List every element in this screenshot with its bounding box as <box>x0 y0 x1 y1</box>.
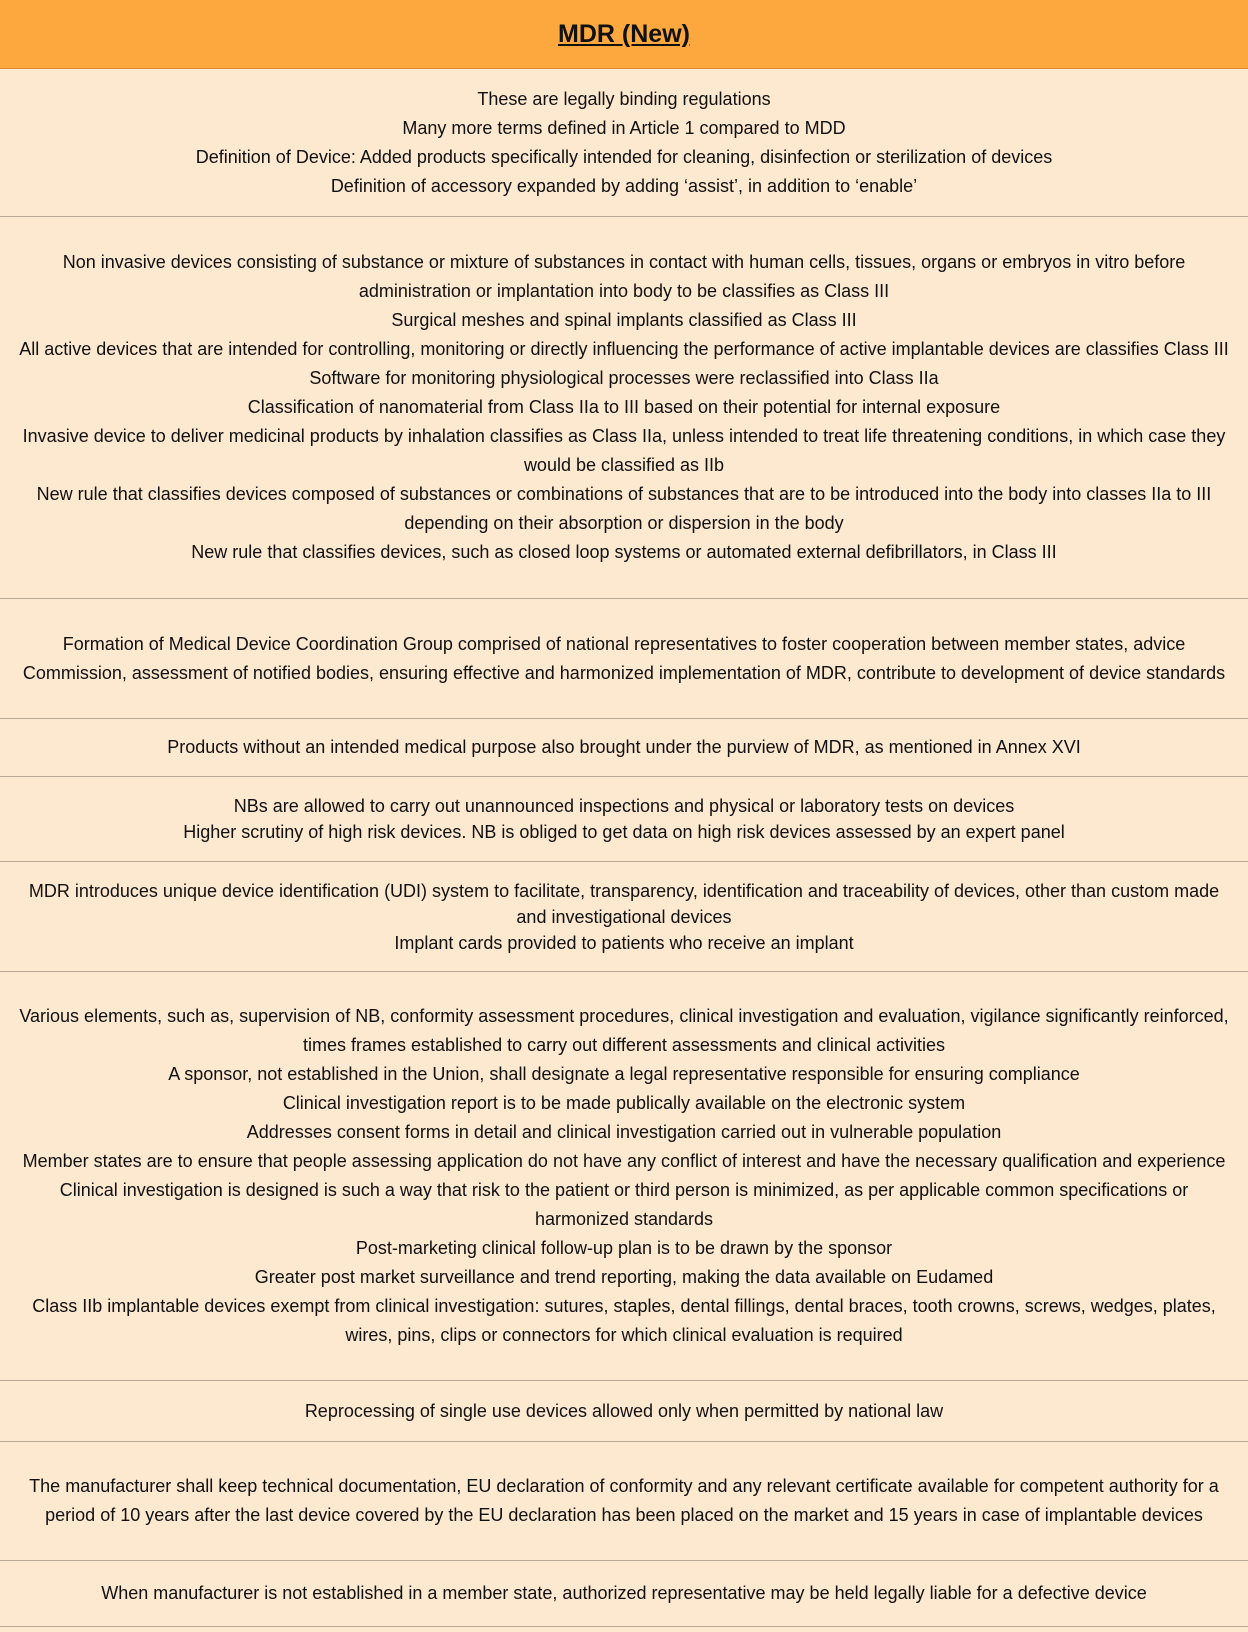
section-annex-xvi <box>0 719 1248 777</box>
section-notified-bodies <box>0 777 1248 862</box>
list-item: Post-marketing clinical follow-up plan is to be drawn by the sponsor <box>355 1238 893 1258</box>
list-item: Member states are to ensure that people assessing application do not have any conflict of interest and have the necessary qualification and experience <box>22 1151 1226 1171</box>
list-item: These are legally binding regulations <box>477 88 771 109</box>
list-item: New rule that classifies devices, such as closed loop systems or automated external defibrillators, in Class III <box>191 542 1057 562</box>
page-title: MDR (New) <box>558 19 690 48</box>
list-item: New rule that classifies devices composed of substances or combinations of substances that are to be introduced into the body into classes IIa to III depending on their absorption or dispersion in the body <box>36 484 1212 533</box>
list-item: MDR introduces unique device identification (UDI) system to facilitate, transparency, identification and traceability of devices, other than custom made and investigational devices <box>28 880 1220 927</box>
list-item: NBs are allowed to carry out unannounced inspections and physical or laboratory tests on devices <box>233 796 1015 816</box>
list-item: The manufacturer shall keep technical documentation, EU declaration of conformity and any relevant certificate available for competent authority for a period of 10 years after the last device covered by the EU declaration has been placed on the market and 15 years in case of implantable devices <box>29 1476 1219 1525</box>
list-item: Formation of Medical Device Coordination Group comprised of national representatives to foster cooperation between member states, advice Commission, assessment of notified bodies, ensuring effective and harmonized implementation of MDR, contribute to development of device standards <box>22 633 1226 683</box>
section-udi <box>0 862 1248 972</box>
list-item: A sponsor, not established in the Union, shall designate a legal representative responsible for ensuring compliance <box>168 1064 1080 1084</box>
list-item: Surgical meshes and spinal implants classified as Class III <box>391 310 857 330</box>
list-item: Software for monitoring physiological processes were reclassified into Class IIa <box>309 368 939 388</box>
list-item: Invasive device to deliver medicinal products by inhalation classifies as Class IIa, unless intended to treat life threatening conditions, in which case they would be classified as IIb <box>22 426 1226 475</box>
list-item: Many more terms defined in Article 1 compared to MDD <box>402 117 846 138</box>
list-item: All active devices that are intended for controlling, monitoring or directly influencing the performance of active implantable devices are classifies Class III <box>19 339 1229 359</box>
list-item: Various elements, such as, supervision of NB, conformity assessment procedures, clinical investigation and evaluation, vigilance significantly reinforced, times frames established to carry out different assessments and clinical activities <box>19 1006 1229 1055</box>
list-item: Clinical investigation is designed is such a way that risk to the patient or third person is minimized, as per applicable common specifications or harmonized standards <box>59 1180 1189 1229</box>
table-header <box>0 0 1248 69</box>
section-authorized-representative <box>0 1561 1248 1627</box>
list-item: Addresses consent forms in detail and clinical investigation carried out in vulnerable population <box>246 1122 1002 1142</box>
list-item: When manufacturer is not established in a member state, authorized representative may be held legally liable for a defective device <box>101 1583 1147 1603</box>
list-item: Implant cards provided to patients who receive an implant <box>394 932 854 953</box>
list-item: Products without an intended medical purpose also brought under the purview of MDR, as mentioned in Annex XVI <box>167 737 1081 757</box>
list-item: Class IIb implantable devices exempt from clinical investigation: sutures, staples, dental fillings, dental braces, tooth crowns, screws, wedges, plates, wires, pins, clips or connectors for which clinical evaluation is required <box>32 1296 1216 1345</box>
list-item: Clinical investigation report is to be made publically available on the electronic system <box>282 1093 966 1113</box>
list-item: Non invasive devices consisting of substance or mixture of substances in contact with human cells, tissues, organs or embryos in vitro before administration or implantation into body to be classifies as Class III <box>62 252 1186 301</box>
section-clinical-investigation <box>0 972 1248 1381</box>
list-item: Definition of accessory expanded by adding ‘assist’, in addition to ‘enable’ <box>330 175 918 196</box>
list-item: Higher scrutiny of high risk devices. NB is obliged to get data on high risk devices assessed by an expert panel <box>183 822 1065 842</box>
section-coordination-group <box>0 599 1248 719</box>
list-item: Greater post market surveillance and trend reporting, making the data available on Eudamed <box>254 1267 994 1287</box>
section-classification <box>0 217 1248 599</box>
section-definitions <box>0 69 1248 217</box>
section-reprocessing <box>0 1381 1248 1442</box>
list-item: Classification of nanomaterial from Class IIa to III based on their potential for internal exposure <box>247 397 1001 417</box>
section-technical-documentation <box>0 1442 1248 1561</box>
list-item: Reprocessing of single use devices allowed only when permitted by national law <box>304 1400 944 1421</box>
list-item: Definition of Device: Added products specifically intended for cleaning, disinfection or sterilization of devices <box>195 146 1053 167</box>
